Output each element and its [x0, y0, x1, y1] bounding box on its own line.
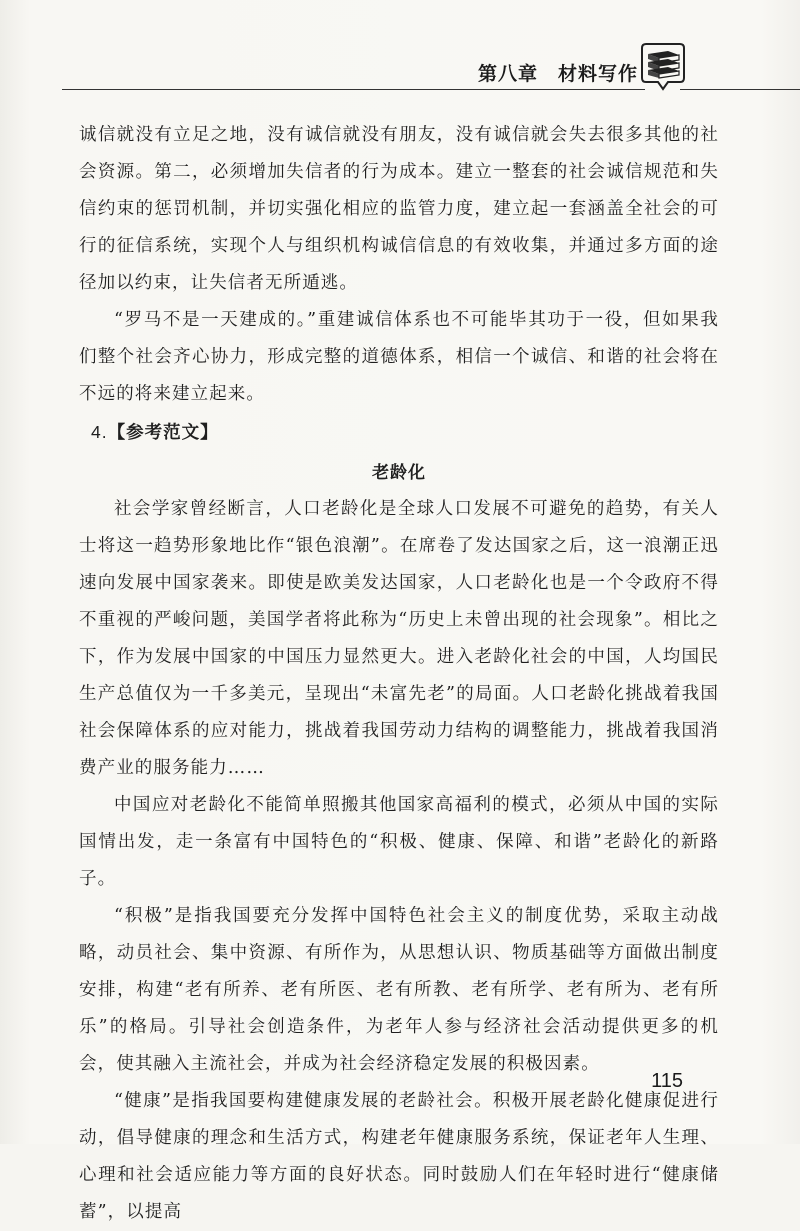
- essay-paragraph: “健康”是指我国要构建健康发展的老龄社会。积极开展老龄化健康促进行动，倡导健康的理念和生活方式，构建老年健康服务系统，保证老年人生理、心理和社会适应能力等方面的良好状态。同时鼓励人们在年轻时进行“健康储蓄”，以提高: [79, 1091, 719, 1222]
- book-stack-icon: [638, 42, 688, 94]
- paragraph-continued: 诚信就没有立足之地，没有诚信就没有朋友，没有诚信就会失去很多其他的社会资源。第二，必须增加失信者的行为成本。建立一整套的社会诚信规范和失信约束的惩罚机制，并切实强化相应的监管力度，建立起一套涵盖全社会的可行的征信系统，实现个人与组织机构诚信信息的有效收集，并通过多方面的途径加以约束，让失信者无所遁逃。: [79, 125, 719, 293]
- section-number: 4.: [91, 422, 108, 442]
- header-rule-right: [680, 89, 800, 90]
- essay-paragraph: “积极”是指我国要充分发挥中国特色社会主义的制度优势，采取主动战略，动员社会、集中资源、有所作为，从思想认识、物质基础等方面做出制度安排，构建“老有所养、老有所医、老有所教、老有所学、老有所为、老有所乐”的格局。引导社会创造条件，为老年人参与经济社会活动提供更多的机会，使其融入主流社会，并成为社会经济稳定发展的积极因素。: [79, 906, 719, 1074]
- chapter-title: 第八章 材料写作: [477, 63, 638, 85]
- essay-paragraph: 社会学家曾经断言，人口老龄化是全球人口发展不可避免的趋势，有关人士将这一趋势形象地比作“银色浪潮”。在席卷了发达国家之后，这一浪潮正迅速向发展中国家袭来。即使是欧美发达国家，人口老龄化也是一个令政府不得不重视的严峻问题，美国学者将此称为“历史上未曾出现的社会现象”。相比之下，作为发展中国家的中国压力显然更大。进入老龄化社会的中国，人均国民生产总值仅为一千多美元，呈现出“未富先老”的局面。人口老龄化挑战着我国社会保障体系的应对能力，挑战着我国劳动力结构的调整能力，挑战着我国消费产业的服务能力……: [79, 499, 719, 778]
- paragraph-rome: “罗马不是一天建成的。”重建诚信体系也不可能毕其功于一役，但如果我们整个社会齐心协力，形成完整的道德体系，相信一个诚信、和谐的社会将在不远的将来建立起来。: [79, 310, 719, 404]
- section-heading: [79, 414, 719, 452]
- essay-paragraph: 中国应对老龄化不能简单照搬其他国家高福利的模式，必须从中国的实际国情出发，走一条富有中国特色的“积极、健康、保障、和谐”老龄化的新路子。: [79, 795, 719, 889]
- header-rule: [62, 89, 645, 90]
- essay-title: 老龄化: [372, 463, 426, 483]
- section-label: 【参考范文】: [107, 423, 219, 443]
- page-number: 115: [651, 1070, 683, 1092]
- page-content: [79, 117, 719, 1231]
